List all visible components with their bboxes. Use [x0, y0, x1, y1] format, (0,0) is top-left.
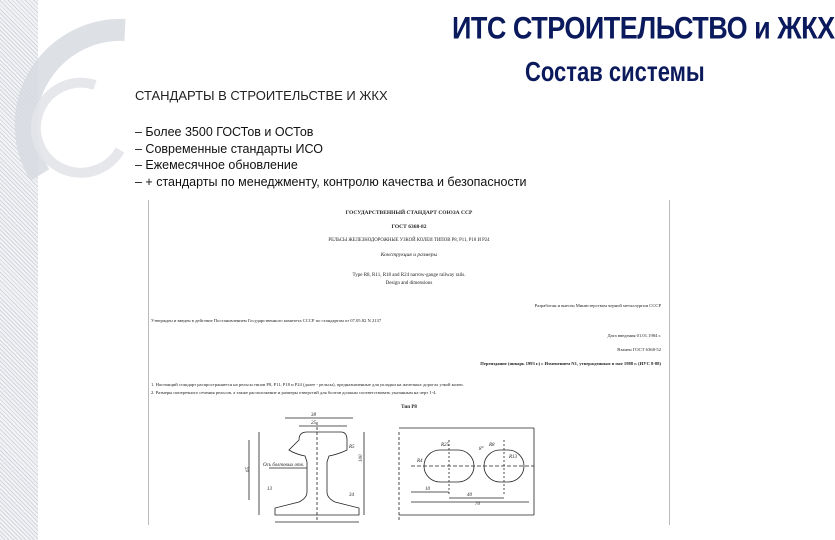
page-subtitle: Состав системы: [525, 56, 705, 88]
dim-label: 25: [311, 421, 316, 426]
dim-label: 40: [467, 493, 472, 498]
dim-label: 8°: [479, 447, 484, 452]
doc-figure-label: Тип Р8: [401, 405, 417, 410]
doc-title: РЕЛЬСЫ ЖЕЛЕЗНОДОРОЖНЫЕ УЗКОЙ КОЛЕИ ТИПОВ Р8, Р11, Р18 И Р24: [328, 238, 490, 243]
section-heading: СТАНДАРТЫ В СТРОИТЕЛЬСТВЕ И ЖКХ: [135, 88, 388, 103]
doc-reissue: Переиздание (январь 1993 г.) с Изменением N1, утвержденным в мае 1988 г. (ИУС 8-88): [480, 361, 661, 366]
doc-english-subtitle: Design and dimensions: [385, 281, 433, 286]
rail-profile: [249, 418, 364, 522]
doc-subtitle: Конструкция и размеры: [380, 252, 438, 258]
dim-label: 34: [349, 493, 354, 498]
dim-label: 70: [475, 502, 480, 507]
rail-side-view: [399, 428, 534, 520]
page-title: ИТС СТРОИТЕЛЬСТВО и ЖКХ: [452, 10, 835, 46]
dim-label: R8: [489, 443, 495, 448]
dim-label: R5: [349, 445, 355, 450]
gost-document-preview: [148, 200, 670, 525]
doc-replaces: Взамен ГОСТ 6368-52: [617, 347, 661, 352]
dim-label: 38: [311, 413, 316, 418]
doc-developer: Разработан и внесен Министерством черной металлургии СССР: [534, 303, 661, 308]
decorative-arcs: [0, 0, 140, 260]
dim-label: R4: [417, 459, 423, 464]
dim-label: 10: [425, 487, 430, 492]
dim-label: R13: [509, 455, 518, 460]
dim-label: R25: [441, 443, 450, 448]
dim-label: 13: [267, 487, 272, 492]
doc-date-introduced: Дата введения 01.01.1984 г.: [607, 333, 661, 338]
bullet-item: – + стандарты по менеджменту, контролю качества и безопасности: [135, 174, 527, 189]
bullet-item: – Современные стандарты ИСО: [135, 141, 323, 156]
dim-label: 65: [246, 467, 251, 472]
doc-gost-number: ГОСТ 6368-82: [391, 224, 427, 230]
bullet-item: – Более 3500 ГОСТов и ОСТов: [135, 125, 314, 139]
doc-clause-1: 1. Настоящий стандарт распространяется на рельсы типов Р8, Р11, Р18 и Р24 (далее - рельсы), предназначенные для укладки на железных дорогах узкой колеи.: [151, 382, 464, 387]
dim-label: 100: [359, 454, 364, 462]
doc-approval: Утвержден и введен в действие Постановлением Государственного комитета СССР по стандартам от 07.05.82 N 2137: [151, 318, 382, 323]
doc-clause-2: 2. Размеры поперечного сечения рельсов, а также расположение и размеры отверстий для болтов должны соответствовать указанным на черт 1-4.: [151, 390, 437, 395]
doc-english-title: Type R8, R11, R18 and R24 narrow-gauge railway rails.: [352, 273, 466, 278]
bullet-item: – Ежемесячное обновление: [135, 158, 298, 172]
doc-header-title: ГОСУДАРСТВЕННЫЙ СТАНДАРТ СОЮЗА ССР: [345, 210, 473, 216]
dim-label: Ось болтовых отв.: [263, 463, 305, 468]
bullet-list: [135, 124, 526, 190]
rail-drawing: [149, 200, 669, 525]
